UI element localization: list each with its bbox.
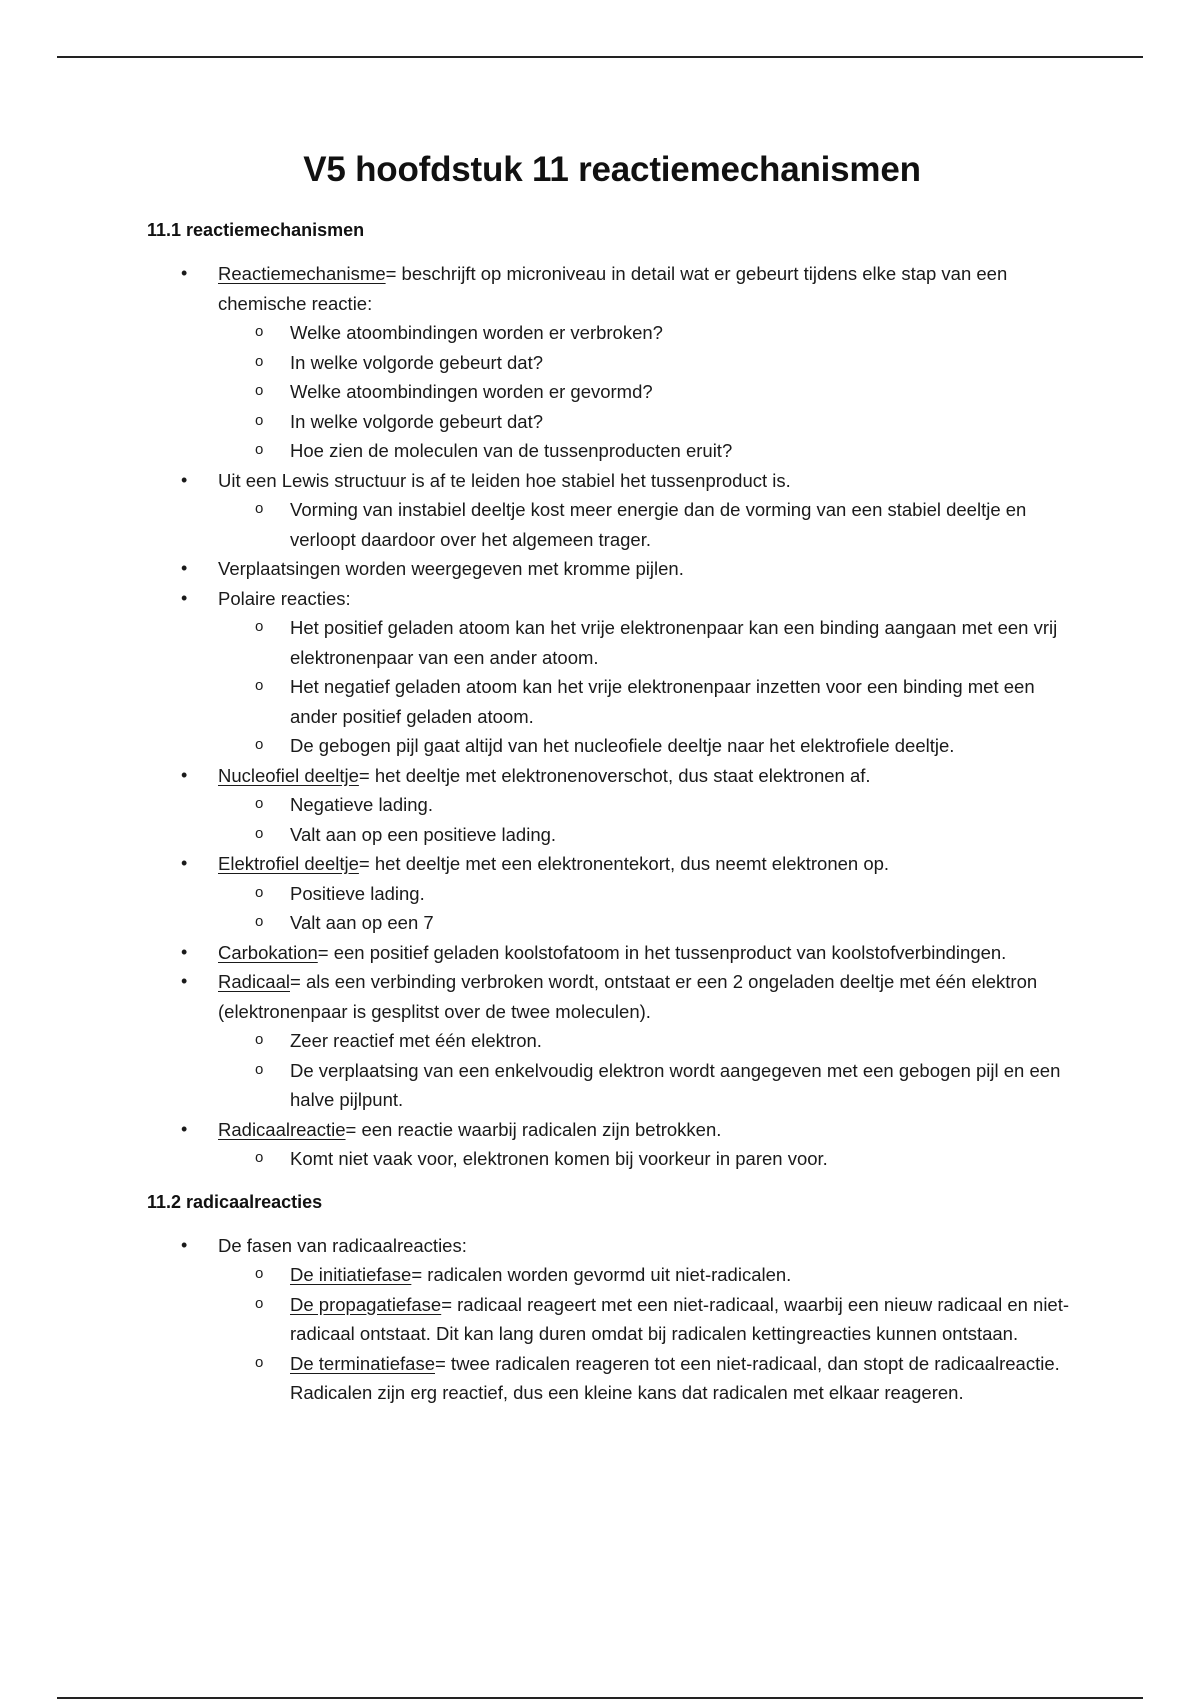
sub-list-item: o Welke atoombindingen worden er verbroken? <box>218 318 1077 348</box>
sub-list <box>218 790 1077 849</box>
definition: = een reactie waarbij radicalen zijn betrokken. <box>345 1118 722 1140</box>
sub-list <box>218 1026 1077 1115</box>
term: De terminatiefase <box>290 1352 435 1374</box>
list-item-text: Uit een Lewis structuur is af te leiden hoe stabiel het tussenproduct is. <box>218 469 791 491</box>
sub-list-item <box>218 1290 1077 1349</box>
list-item <box>147 466 1077 555</box>
sub-list <box>218 1144 1077 1174</box>
section-heading: 11.2 radicaalreacties <box>147 1191 323 1212</box>
sub-list-item: o Valt aan op een 7 <box>218 908 1077 938</box>
definition: = een positief geladen koolstofatoom in het tussenproduct van koolstofverbindingen. <box>317 941 1007 963</box>
sub-list-item: o Vorming van instabiel deeltje kost meer energie dan de vorming van een stabiel deeltje en verloopt daardoor over het algemeen trager. <box>218 495 1077 554</box>
list-item <box>147 938 1077 968</box>
sub-list-item: o Het negatief geladen atoom kan het vrije elektronenpaar inzetten voor een binding met een ander positief geladen atoom. <box>218 672 1077 731</box>
sub-list-item: o Negatieve lading. <box>218 790 1077 820</box>
definition: = het deeltje met een elektronentekort, dus neemt elektronen op. <box>358 853 890 874</box>
sub-list-item: o Komt niet vaak voor, elektronen komen bij voorkeur in paren voor. <box>218 1144 1077 1174</box>
term: Reactiemechanisme <box>218 263 386 284</box>
sub-list <box>218 613 1077 761</box>
sub-list <box>218 495 1077 554</box>
term: De propagatiefase <box>290 1293 442 1315</box>
sub-list-item: o Valt aan op een positieve lading. <box>218 820 1077 850</box>
list-item <box>147 1231 1077 1408</box>
term: De initiatiefase <box>290 1264 412 1285</box>
bullet-list <box>147 1231 1077 1408</box>
list-item <box>147 761 1077 850</box>
term: Radicaalreactie <box>218 1118 346 1140</box>
list-item <box>147 849 1077 938</box>
sub-list <box>218 879 1077 938</box>
bottom-rule <box>57 1697 1143 1699</box>
sub-list <box>218 318 1077 466</box>
sub-list-item: o Zeer reactief met één elektron. <box>218 1026 1077 1056</box>
term: Nucleofiel deeltje <box>218 764 359 786</box>
sub-list-item: o Hoe zien de moleculen van de tussenproducten eruit? <box>218 436 1077 466</box>
list-item <box>147 584 1077 761</box>
list-item <box>147 967 1077 1115</box>
page-title: V5 hoofdstuk 11 reactiemechanismen <box>303 150 921 189</box>
list-item <box>147 554 1077 584</box>
list-item <box>147 1115 1077 1174</box>
definition: = radicaal reageert met een niet-radicaal, waarbij een nieuw radicaal en niet-radicaal ontstaat. Dit kan lang duren omdat bij radicalen kettingreacties kunnen ontstaan. <box>290 1293 1070 1344</box>
term: Radicaal <box>218 971 290 992</box>
term: Carbokation <box>218 941 318 963</box>
definition: = radicalen worden gevormd uit niet-radicalen. <box>411 1264 792 1285</box>
sub-list-item: o Het positief geladen atoom kan het vrije elektronenpaar kan een binding aangaan met een vrij elektronenpaar van een ander atoom. <box>218 613 1077 672</box>
document-page <box>147 150 1077 1408</box>
sub-list-item <box>218 1260 1077 1290</box>
sub-list-item: o In welke volgorde gebeurt dat? <box>218 407 1077 437</box>
definition: = als een verbinding verbroken wordt, ontstaat er een 2 ongeladen deeltje met één elektron (elektronenpaar is gesplitst over de twee moleculen). <box>218 971 1038 1022</box>
definition: = twee radicalen reageren tot een niet-radicaal, dan stopt de radicaalreactie. Radicalen zijn erg reactief, dus een kleine kans dat radicalen met elkaar reageren. <box>290 1352 1060 1403</box>
section-heading: 11.1 reactiemechanismen <box>147 220 365 240</box>
term: Elektrofiel deeltje <box>218 853 359 874</box>
list-item-text: De fasen van radicaalreacties: <box>218 1234 467 1256</box>
sub-list <box>218 1260 1077 1408</box>
top-rule <box>57 56 1143 58</box>
list-item-text: Verplaatsingen worden weergegeven met kromme pijlen. <box>218 558 684 579</box>
sub-list-item: o In welke volgorde gebeurt dat? <box>218 348 1077 378</box>
bullet-list <box>147 259 1077 1174</box>
sub-list-item: o De verplaatsing van een enkelvoudig elektron wordt aangegeven met een gebogen pijl en een halve pijlpunt. <box>218 1056 1077 1115</box>
definition: = beschrijft op microniveau in detail wat er gebeurt tijdens elke stap van een chemische reactie: <box>218 263 1008 314</box>
sub-list-item <box>218 1349 1077 1408</box>
list-item <box>147 259 1077 466</box>
sub-list-item: o De gebogen pijl gaat altijd van het nucleofiele deeltje naar het elektrofiele deeltje. <box>218 731 1077 761</box>
sub-list-item: o Welke atoombindingen worden er gevormd? <box>218 377 1077 407</box>
list-item-text: Polaire reacties: <box>218 587 351 609</box>
definition: = het deeltje met elektronenoverschot, dus staat elektronen af. <box>358 764 871 786</box>
sub-list-item: o Positieve lading. <box>218 879 1077 909</box>
